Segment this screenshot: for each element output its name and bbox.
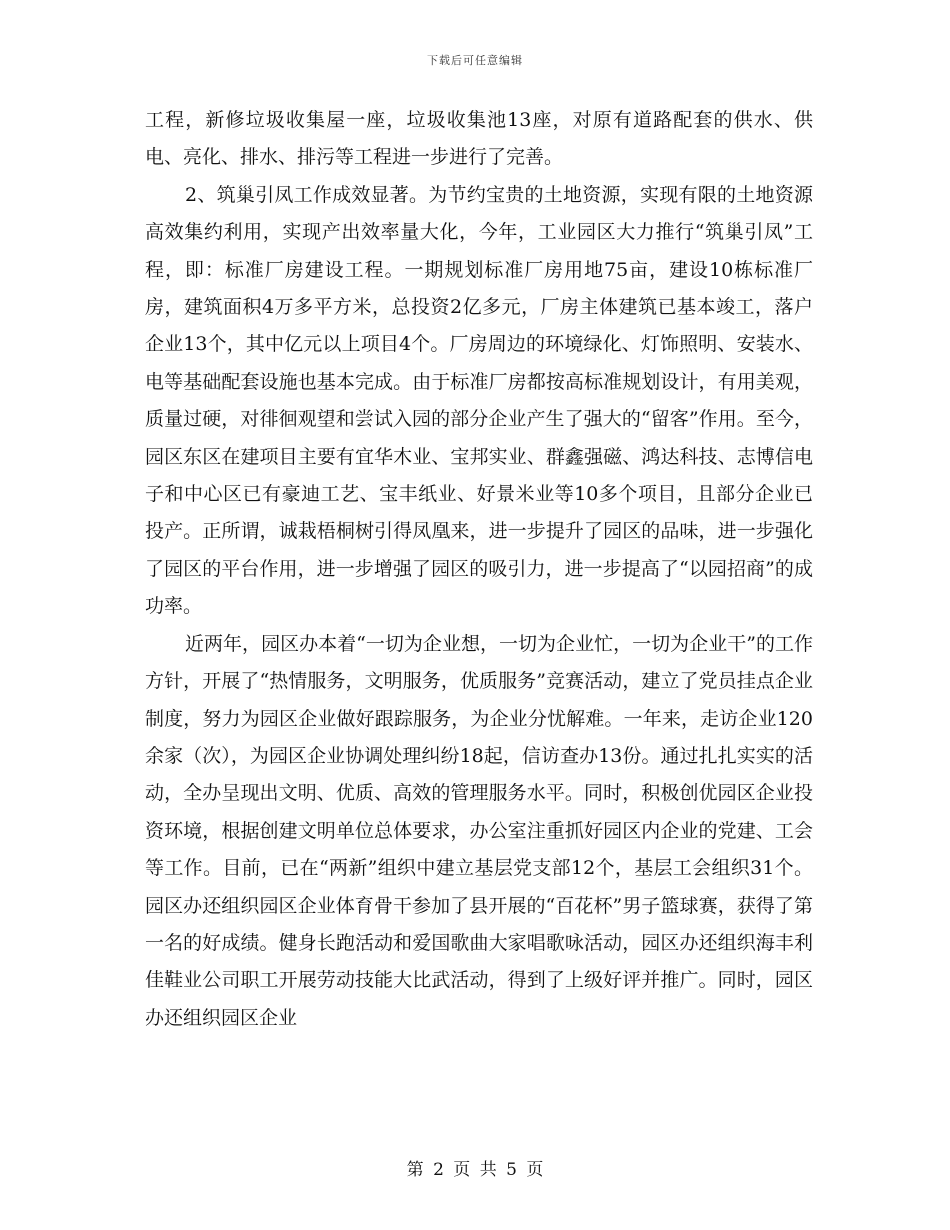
paragraph-3: 近两年，园区办本着“一切为企业想，一切为企业忙，一切为企业干”的工作方针，开展了“热情服务，文明服务，优质服务”竞赛活动，建立了党员挂点企业制度，努力为园区企业做好跟踪服务，为企业分忧解难。一年来，走访企业120余家（次），为园区企业协调处理纠纷18起，信访查办13份。通过扎扎实实的活动，全办呈现出文明、优质、高效的管理服务水平。同时，积极创优园区企业投资环境，根据创建文明单位总体要求，办公室注重抓好园区内企业的党建、工会等工作。目前，已在“两新”组织中建立基层党支部12个，基层工会组织31个。园区办还组织园区企业体育骨干参加了县开展的“百花杯”男子篮球赛，获得了第一名的好成绩。健身长跑活动和爱国歌曲大家唱歌咏活动，园区办还组织海丰利佳鞋业公司职工开展劳动技能大比武活动，得到了上级好评并推广。同时，园区办还组织园区企业 — [145, 632, 813, 1029]
paragraph-2: 2、筑巢引凤工作成效显著。为节约宝贵的土地资源，实现有限的土地资源高效集约利用，实现产出效率量大化，今年，工业园区大力推行“筑巢引凤”工程，即：标准厂房建设工程。一期规划标准厂房用地75亩，建设10栋标准厂房，建筑面积4万多平方米，总投资2亿多元，厂房主体建筑已基本竣工，落户企业13个，其中亿元以上项目4个。厂房周边的环境绿化、灯饰照明、安装水、电等基础配套设施也基本完成。由于标准厂房都按高标准规划设计，有用美观，质量过硬，对徘徊观望和尝试入园的部分企业产生了强大的“留客”作用。至今，园区东区在建项目主要有宜华木业、宝邦实业、群鑫强磁、鸿达科技、志博信电子和中心区已有豪迪工艺、宝丰纸业、好景米业等10多个项目，且部分企业已投产。正所谓，诚栽梧桐树引得凤凰来，进一步提升了园区的品味，进一步强化了园区的平台作用，进一步增强了园区的吸引力，进一步提高了“以园招商”的成功率。 — [145, 183, 813, 618]
document-body — [145, 102, 813, 1037]
page-number: 第 2 页 共 5 页 — [406, 1160, 544, 1180]
page-header-note: 下载后可任意编辑 — [427, 54, 523, 67]
paragraph-1: 工程，新修垃圾收集屋一座，垃圾收集池13座，对原有道路配套的供水、供电、亮化、排水、排污等工程进一步进行了完善。 — [145, 109, 813, 169]
